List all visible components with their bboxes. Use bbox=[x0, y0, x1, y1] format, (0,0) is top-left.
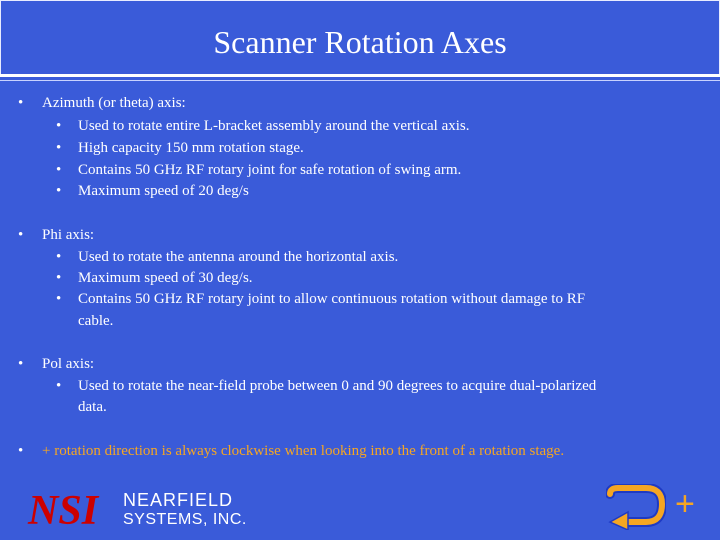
azimuth-item: Contains 50 GHz RF rotary joint for safe rotation of swing arm. bbox=[78, 162, 462, 178]
phi-item: Used to rotate the antenna around the horizontal axis. bbox=[78, 249, 399, 265]
section-heading-phi: Phi axis: bbox=[42, 227, 95, 243]
clockwise-arrow-icon bbox=[606, 484, 666, 530]
section-heading-pol: Pol axis: bbox=[42, 356, 95, 372]
pol-item-continuation: data. bbox=[78, 399, 107, 415]
sub-bullet: • bbox=[56, 270, 62, 286]
section-heading-azimuth: Azimuth (or theta) axis: bbox=[42, 95, 186, 111]
phi-item: Contains 50 GHz RF rotary joint to allow continuous rotation without damage to RF bbox=[78, 291, 586, 307]
pol-item: Used to rotate the near-field probe between 0 and 90 degrees to acquire dual-polarized bbox=[78, 378, 597, 394]
sub-bullet: • bbox=[56, 118, 62, 134]
logo-mark: NSI bbox=[28, 488, 99, 534]
azimuth-item: High capacity 150 mm rotation stage. bbox=[78, 140, 304, 156]
sub-bullet: • bbox=[56, 162, 62, 178]
phi-item-continuation: cable. bbox=[78, 313, 114, 329]
azimuth-item: Maximum speed of 20 deg/s bbox=[78, 183, 249, 199]
sub-bullet: • bbox=[56, 249, 62, 265]
phi-item: Maximum speed of 30 deg/s. bbox=[78, 270, 253, 286]
bullet: • bbox=[18, 95, 24, 111]
bullet: • bbox=[18, 356, 24, 372]
logo-line-2: SYSTEMS, INC. bbox=[123, 511, 247, 528]
logo-line-1: NEARFIELD bbox=[123, 490, 234, 510]
rotation-note: + rotation direction is always clockwise when looking into the front of a rotation stage. bbox=[42, 443, 565, 459]
sub-bullet: • bbox=[56, 291, 62, 307]
bullet: • bbox=[18, 443, 24, 459]
azimuth-item: Used to rotate entire L-bracket assembly around the vertical axis. bbox=[78, 118, 470, 134]
bullet: • bbox=[18, 227, 24, 243]
sub-bullet: • bbox=[56, 378, 62, 394]
company-logo bbox=[28, 490, 268, 532]
plus-sign: + bbox=[675, 485, 695, 523]
sub-bullet: • bbox=[56, 183, 62, 199]
sub-bullet: • bbox=[56, 140, 62, 156]
slide-title: Scanner Rotation Axes bbox=[213, 24, 507, 60]
